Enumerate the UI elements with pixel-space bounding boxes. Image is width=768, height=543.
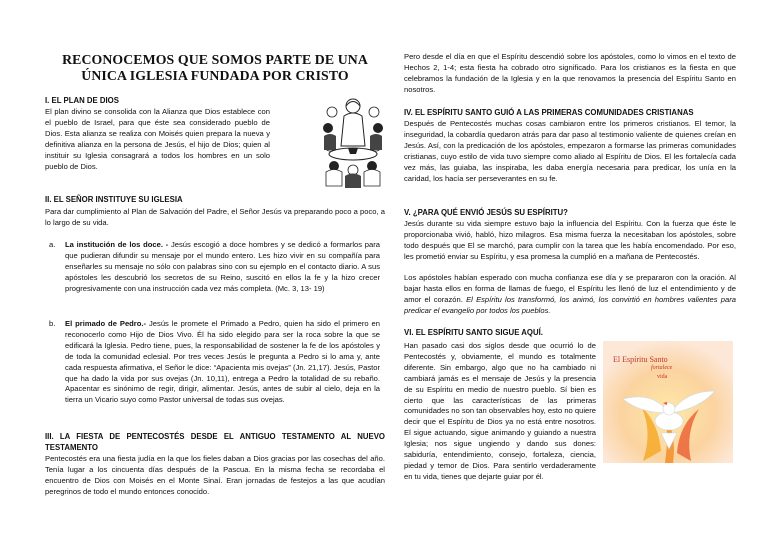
list-item-a bbox=[45, 240, 380, 295]
caption-line-3: vida bbox=[657, 374, 668, 380]
last-supper-illustration bbox=[322, 92, 384, 188]
section-5-text-2 bbox=[404, 273, 736, 317]
page-title bbox=[45, 52, 385, 83]
holy-spirit-dove-illustration bbox=[603, 341, 733, 463]
section-5-heading: V. ¿PARA QUÉ ENVIÓ JESÚS SU ESPÍRITU? bbox=[404, 208, 568, 217]
list-letter-a: a. bbox=[49, 240, 56, 249]
item-b-lead: El primado de Pedro.- bbox=[65, 319, 147, 328]
item-a-lead: La institución de los doce. - bbox=[65, 240, 169, 249]
item-a-text: Jesús escogió a doce hombres y se dedicó a formarlos para que pudieran difundir su mensaje por el mundo entero. Les hizo vivir en su compañía para enseñarles su mensaje no sólo con palabras sino con su ejemplo en el contacto diario. A sus apóstoles les descubrió los secretos de su Reino, suscitó en ellos la fe y la hizo crecer progresivamente con una instrucción cada vez más completa. (Mc. 3, 13- 19) bbox=[65, 240, 381, 293]
section-3-heading: III. LA FIESTA DE PENTECOSTÉS DESDE EL ANTIGUO TESTAMENTO AL NUEVO TESTAMENTO bbox=[45, 432, 385, 452]
section-2-heading: II. EL SEÑOR INSTITUYE SU IGLESIA bbox=[45, 195, 183, 204]
item-b-text: Jesús le promete el Primado a Pedro, quien ha sido el primero en reconocerlo como Hijo de Dios Vivo. Él ha sido elegido para ser la roca sobre la que se edificará la Iglesia. Pedro tiene, pues, la responsabilidad de sostener la fe de los apóstoles y de toda la comunidad eclesial. Por tres veces Jesús le pregunta a Pedro si lo ama y, ante cada respuesta afirmativa, el Señor le dice: “Apacienta mis ovejas” (Jn. 21,17). Jesús, Pastor que ha dado la vida por sus ovejas (Jn. 10,11), entrega a Pedro la totalidad de su rebaño. Apacentar es sinónimo de regir, dirigir, alimentar. Jesús, antes de subir al cielo, deja en la tierra un Vicario suyo como Pastor universal de todas sus ovejas. bbox=[65, 319, 380, 405]
section-4-heading: IV. EL ESPÍRITU SANTO GUIÓ A LAS PRIMERAS COMUNIDADES CRISTIANAS bbox=[404, 108, 694, 117]
section-6-heading: VI. EL ESPÍRITU SANTO SIGUE AQUÍ. bbox=[404, 328, 543, 337]
caption-line-2: fortalece bbox=[651, 365, 673, 371]
section-4-text: Después de Pentecostés muchas cosas cambiaron entre los primeros cristianos. El temor, la inseguridad, la cobardía quedaron atrás para dar paso al testimonio valiente de quienes creían en Jesús. Así, con la predicación de los apóstoles, empezaron a formarse las primeras comunidades cristianas, cuyo estilo de vida tuvo siempre como aliado al Espíritu de Dios. El les fortalecía cada vez más, las guiaba, las inspiraba, les daba energía necesaria para predicar, los unía en la caridad, los hacía ser perseverantes en su fe. bbox=[404, 119, 736, 183]
section-5-text-2-plain: Los apóstoles habían esperado con mucha confianza ese día y se prepararon con la oración. Al bajar hasta ellos en forma de llamas de fuego, el Espíritu les llenó de luz el entendimiento y de amor el corazón. bbox=[404, 273, 736, 304]
image-caption bbox=[613, 355, 672, 382]
section-2-text: Para dar cumplimiento al Plan de Salvación del Padre, el Señor Jesús va preparando poco a poco, a lo largo de su vida. bbox=[45, 207, 385, 227]
title-line-1: RECONOCEMOS QUE SOMOS PARTE DE UNA bbox=[62, 52, 368, 67]
caption-line-1: El Espíritu Santo bbox=[613, 355, 668, 364]
section-6-text: Han pasado casi dos siglos desde que ocurrió lo de Pentecostés y, obviamente, el mundo es totalmente diferente. Sin embargo, algo que no ha cambiado ni cambiará jamás es el mensaje de Jesús y la presencia de su Espíritu en medio de nuestro pueblo. Sí bien es cierto que las características de las primeras comunidades no son tan observables hoy, esto no quiere decir que el Espíritu de Dios ya no está entre nosotros. El sigue actuando, sigue animando y guiando a nuestra Iglesia; nos sigue ungiendo y dando sus dones: sabiduría, entendimiento, consejo, fortaleza, ciencia, piedad y temor de Dios. Para sentirlo verdaderamente en tu vida, tienes que dejarte guiar por él. bbox=[404, 341, 596, 481]
intro-text: Pero desde el día en que el Espíritu descendió sobre los apóstoles, como lo vimos en el texto de Hechos 2, 1-4; esta fiesta ha cobrado otro significado. Para los cristianos es la fiesta en que celebramos la fundación de la Iglesia y en la que renovamos la presencia del Espíritu Santo en nosotros. bbox=[404, 52, 736, 94]
list-item-b bbox=[45, 319, 380, 406]
section-3-text: Pentecostés era una fiesta judía en la que los fieles daban a Dios gracias por las cosechas del año. Tenía lugar a los cincuenta días después de la Pascua. En la misma fecha se recordaba el encuentro de Dios con Moisés en el Monte Sinaí. Eran jornadas de festejos a las que acudían peregrinos de todo el mundo entonces conocido. bbox=[45, 454, 385, 496]
list-letter-b: b. bbox=[49, 319, 56, 328]
section-5-text-1: Jesús durante su vida siempre estuvo bajo la influencia del Espíritu. Con la fuerza que éste le proporcionaba vivió, habló, hizo milagros. Esa misma fuerza la necesitaban los apóstoles, sobre todo después que El se marchó, para cumplir con la tarea que les había encomendado. Por eso, les prometió enviar su Espíritu, y esa promesa la cumplió en a mañana de Pentecostés. bbox=[404, 219, 736, 261]
section-1-text: El plan divino se consolida con la Alianza que Dios establece con el pueblo de Israel, para que éste sea considerado pueblo de Dios. Esta alianza se realiza con Moisés quien prepara la nueva y definitiva alianza en la persona de Jesús, el hijo de Dios; quien al instituir su Iglesia consagrará a todos los hombres en un solo pueblo de Dios. bbox=[45, 107, 270, 171]
section-1-heading: I. EL PLAN DE DIOS bbox=[45, 96, 119, 105]
title-line-2: ÚNICA IGLESIA FUNDADA POR CRISTO bbox=[81, 67, 349, 83]
section-5-text-2-italic: El Espíritu los transformó, los animó, los convirtió en hombres valientes para predicar el evangelio por todos los pueblos. bbox=[404, 294, 736, 315]
